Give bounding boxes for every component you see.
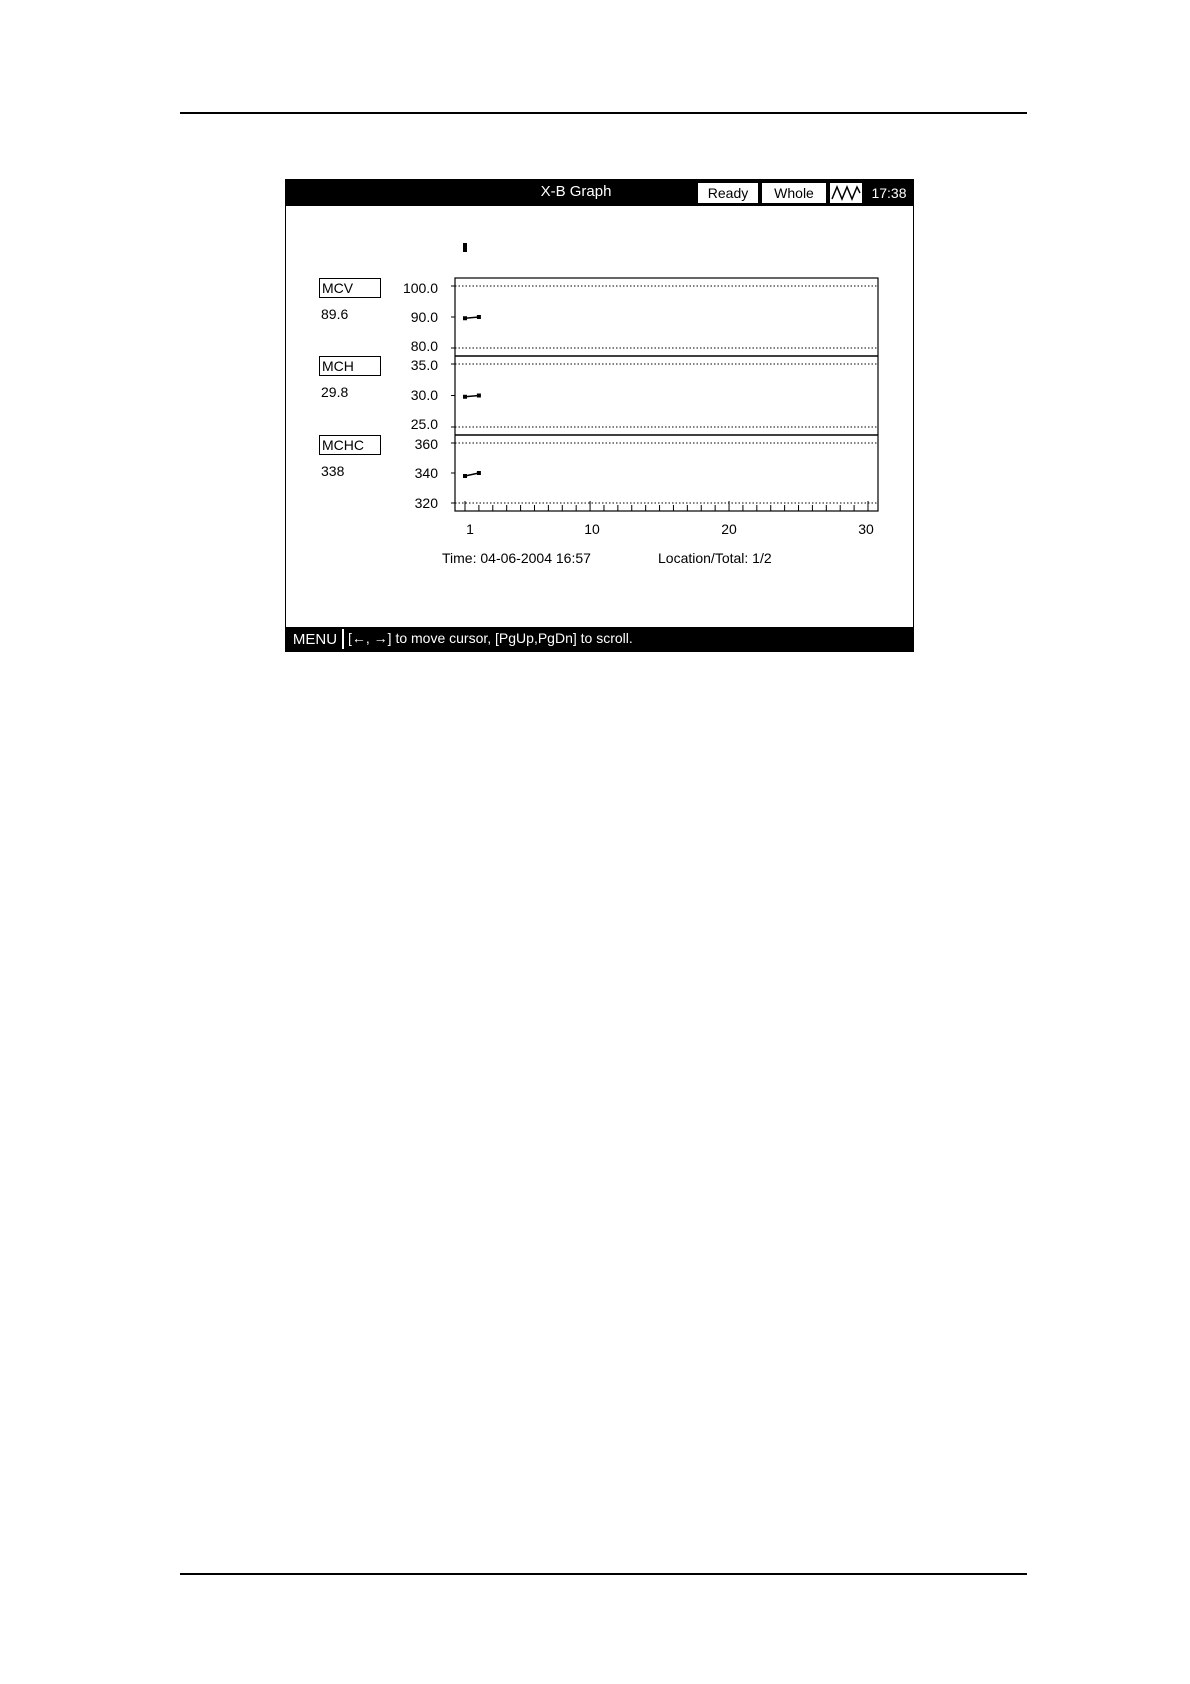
data-point — [463, 316, 467, 320]
y-tick-label: 340 — [414, 465, 438, 481]
bottom-bar — [286, 627, 913, 651]
x-tick-label: 1 — [466, 521, 474, 537]
location-readout: Location/Total: 1/2 — [658, 550, 772, 566]
y-tick-label: 80.0 — [410, 338, 438, 354]
y-tick-label: 30.0 — [410, 387, 438, 403]
param-value-mcv: 89.6 — [321, 306, 349, 322]
param-value-mchc: 338 — [321, 463, 345, 479]
help-hint: [←, →] to move cursor, [PgUp,PgDn] to scroll. — [348, 630, 633, 646]
analyzer-screen — [285, 179, 914, 652]
y-tick-label: 35.0 — [410, 357, 438, 373]
data-point — [463, 474, 467, 478]
series-line — [465, 473, 479, 476]
y-tick-label: 320 — [414, 495, 438, 511]
param-label-mch[interactable]: MCH — [319, 356, 381, 376]
time-readout: Time: 04-06-2004 16:57 — [442, 550, 591, 566]
menu-button[interactable]: MENU — [288, 629, 344, 649]
x-tick-label: 10 — [584, 521, 600, 537]
data-point — [477, 394, 481, 398]
param-value-mch: 29.8 — [321, 384, 349, 400]
x-tick-label: 20 — [721, 521, 737, 537]
param-label-mchc[interactable]: MCHC — [319, 435, 381, 455]
param-label-mcv[interactable]: MCV — [319, 278, 381, 298]
mode-button[interactable]: Whole — [761, 182, 827, 204]
data-point — [477, 471, 481, 475]
window-title: X-B Graph — [540, 183, 612, 200]
y-tick-label: 90.0 — [410, 309, 438, 325]
page-top-rule — [180, 112, 1027, 114]
y-tick-label: 25.0 — [410, 416, 438, 432]
plot-frame — [455, 278, 878, 511]
y-tick-label: 360 — [414, 436, 438, 452]
cursor-marker — [463, 243, 467, 252]
clock: 17:38 — [871, 185, 907, 201]
xb-chart[interactable] — [286, 180, 913, 651]
status-indicator: Ready — [697, 182, 759, 204]
y-tick-label: 100.0 — [402, 280, 438, 296]
series-line — [465, 396, 479, 397]
series-line — [465, 317, 479, 318]
data-point — [463, 395, 467, 399]
x-tick-label: 30 — [858, 521, 874, 537]
page-bottom-rule — [180, 1573, 1027, 1575]
data-point — [477, 315, 481, 319]
